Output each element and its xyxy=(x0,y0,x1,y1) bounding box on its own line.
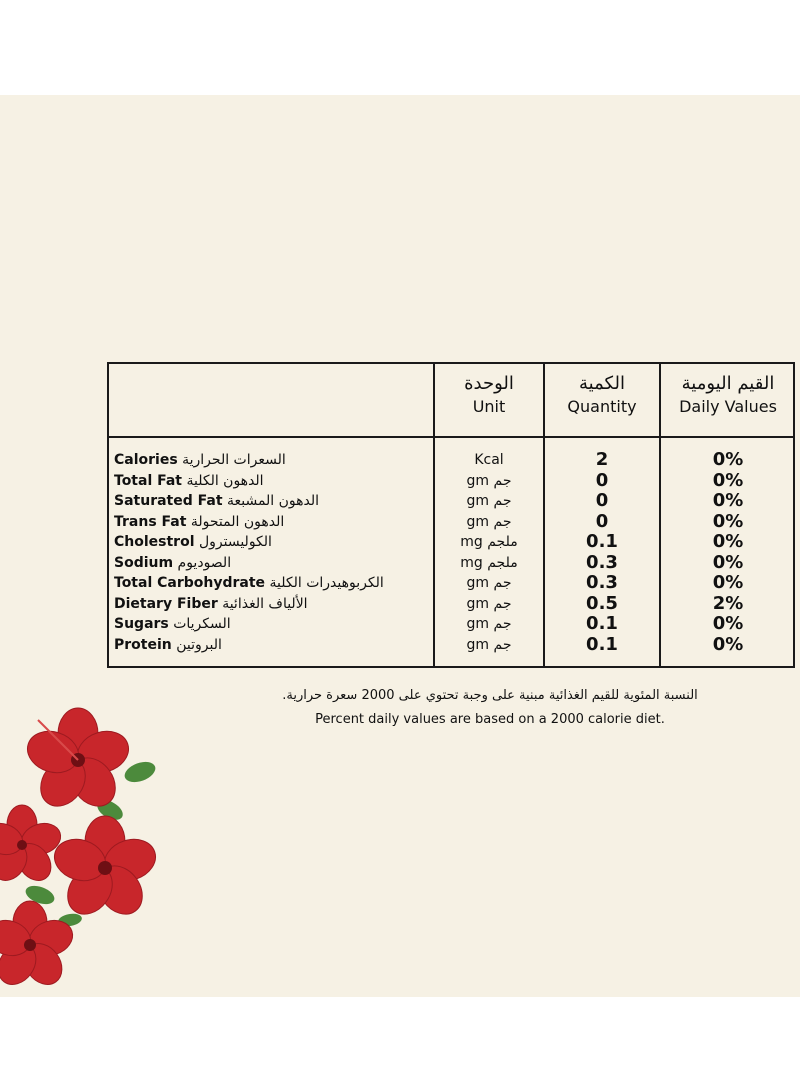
nutrient-quantity: 0.1 xyxy=(586,633,618,655)
nutrient-unit: mg ملجم xyxy=(460,534,518,550)
header-unit-en: Unit xyxy=(472,397,506,416)
header-daily-values xyxy=(661,372,795,432)
table-row xyxy=(109,614,797,634)
nutrient-daily-value: 0% xyxy=(712,572,744,593)
nutrient-unit: gm جم xyxy=(466,616,512,632)
header-divider xyxy=(109,436,793,438)
nutrient-name: Sugars السكريات xyxy=(114,616,231,632)
nutrient-unit: gm جم xyxy=(466,575,512,591)
nutrient-unit: mg ملجم xyxy=(460,554,518,571)
nutrient-daily-value: 2% xyxy=(712,592,744,614)
table-row xyxy=(109,471,797,491)
header-quantity-ar: الكمية xyxy=(579,373,625,394)
nutrient-quantity: 0.3 xyxy=(586,551,618,573)
nutrient-name: Trans Fat الدهون المتحولة xyxy=(114,513,285,530)
nutrient-daily-value: 0% xyxy=(712,551,744,573)
nutrient-unit: gm جم xyxy=(466,513,512,530)
hibiscus-flower-icon xyxy=(0,805,65,887)
nutrient-daily-value: 0% xyxy=(712,531,744,552)
nutrition-table xyxy=(107,362,795,668)
hibiscus-flowers-illustration xyxy=(0,690,170,1000)
nutrient-name: Calories السعرات الحرارية xyxy=(114,452,286,468)
header-daily-en: Daily Values xyxy=(679,397,777,416)
table-row xyxy=(109,594,797,614)
table-row xyxy=(109,491,797,511)
hibiscus-flower-icon xyxy=(0,901,77,992)
nutrient-quantity: 0 xyxy=(595,469,609,491)
nutrient-name: Sodium الصوديوم xyxy=(114,554,232,571)
nutrient-unit: gm جم xyxy=(466,472,512,489)
nutrient-unit: gm جم xyxy=(466,595,512,612)
nutrient-unit: gm جم xyxy=(466,636,512,653)
nutrient-unit: gm جم xyxy=(466,493,512,509)
nutrient-quantity: 0.5 xyxy=(586,592,618,614)
hibiscus-flower-icon xyxy=(22,708,134,815)
header-unit-ar: الوحدة xyxy=(464,373,514,394)
nutrient-name: Protein البروتين xyxy=(114,636,222,653)
table-row xyxy=(109,512,797,532)
header-daily-ar: القيم اليومية xyxy=(681,373,775,394)
nutrient-name: Total Carbohydrate الكربوهيدرات الكلية xyxy=(114,575,384,591)
table-row xyxy=(109,573,797,593)
nutrient-quantity: 0.3 xyxy=(586,572,618,593)
nutrient-quantity: 0.1 xyxy=(586,531,618,552)
header-unit xyxy=(435,372,543,432)
nutrient-name: Dietary Fiber الألياف الغذائية xyxy=(114,595,308,612)
footnote-arabic: النسبة المئوية للقيم الغذائية مبنية على وجبة تحتوي على 2000 سعرة حرارية. xyxy=(282,688,698,703)
table-row xyxy=(109,553,797,573)
nutrient-quantity: 0 xyxy=(595,490,609,511)
header-quantity-en: Quantity xyxy=(567,397,637,416)
nutrient-quantity: 0.1 xyxy=(586,613,618,634)
header-quantity xyxy=(545,372,659,432)
nutrient-quantity: 2 xyxy=(595,449,609,470)
nutrient-name: Saturated Fat الدهون المشبعة xyxy=(114,493,320,509)
table-row xyxy=(109,450,797,470)
nutrient-daily-value: 0% xyxy=(712,613,744,634)
nutrient-daily-value: 0% xyxy=(712,469,744,491)
nutrient-daily-value: 0% xyxy=(712,633,744,655)
nutrient-daily-value: 0% xyxy=(712,490,744,511)
table-row xyxy=(109,635,797,655)
nutrient-name: Cholestrol الكوليسترول xyxy=(114,534,272,550)
nutrient-daily-value: 0% xyxy=(712,449,744,470)
nutrient-daily-value: 0% xyxy=(712,510,744,532)
nutrient-unit: Kcal xyxy=(474,452,504,468)
table-row xyxy=(109,532,797,552)
hibiscus-flower-icon xyxy=(49,816,161,923)
nutrient-name: Total Fat الدهون الكلية xyxy=(114,472,264,489)
nutrient-quantity: 0 xyxy=(595,510,609,532)
footnote-english: Percent daily values are based on a 2000 calorie diet. xyxy=(315,712,665,727)
